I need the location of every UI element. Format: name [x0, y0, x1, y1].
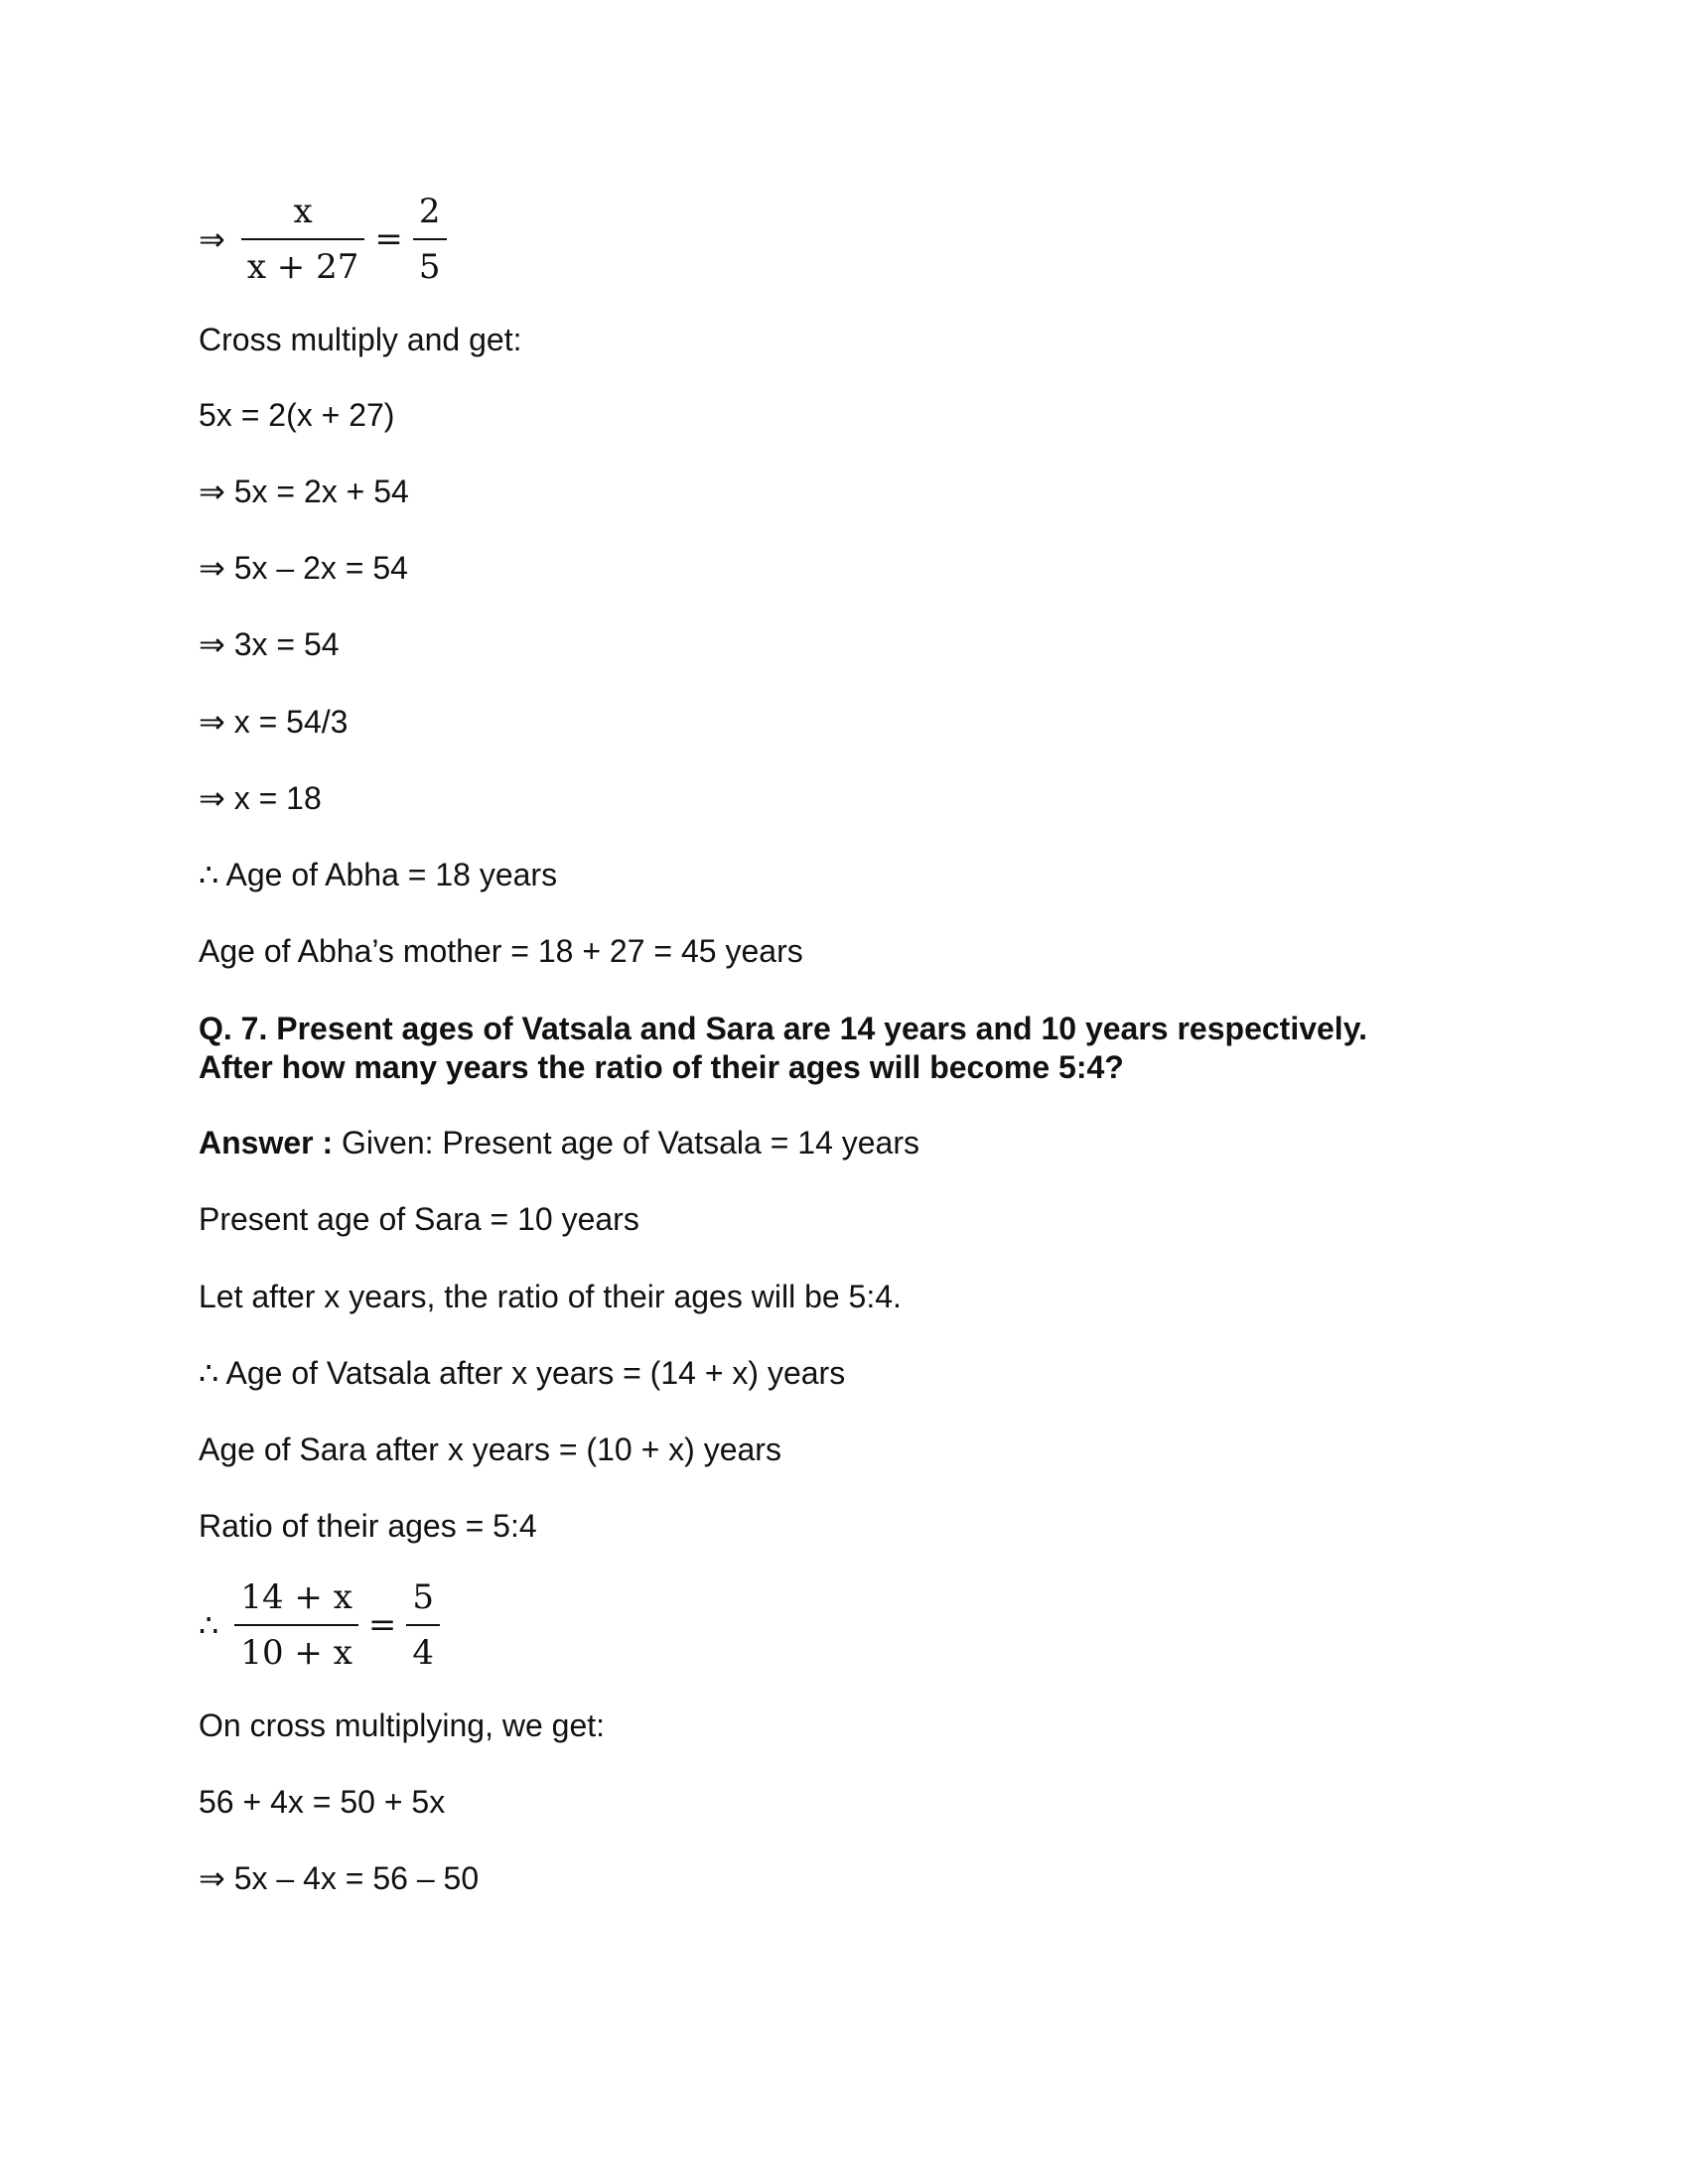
answer-line	[199, 1123, 919, 1162]
denominator: x + 27	[246, 247, 359, 287]
question-heading-line1: Q. 7. Present ages of Vatsala and Sara are 14 years and 10 years respectively.	[199, 1011, 1367, 1046]
numerator: 14 + x	[240, 1577, 352, 1617]
question-heading-line2: After how many years the ratio of their ages will become 5:4?	[199, 1049, 1124, 1085]
text-line: ∴ Age of Vatsala after x years = (14 + x) years	[199, 1355, 846, 1391]
numerator: 2	[418, 192, 441, 231]
text-line: Age of Sara after x years = (10 + x) years	[199, 1432, 781, 1467]
equals-sign: =	[367, 1605, 397, 1645]
implies-symbol: ⇒	[199, 221, 225, 257]
text-line: Let after x years, the ratio of their ages will be 5:4.	[199, 1279, 902, 1314]
therefore-symbol: ∴	[199, 1607, 219, 1643]
denominator: 5	[418, 247, 441, 287]
text-line: On cross multiplying, we get:	[199, 1707, 606, 1743]
text-line: ∴ Age of Abha = 18 years	[199, 857, 558, 892]
fraction-lhs	[234, 1577, 358, 1673]
text-line: ⇒ 5x – 4x = 56 – 50	[199, 1860, 480, 1896]
equation-age-ratio	[199, 1577, 446, 1673]
denominator: 4	[412, 1633, 435, 1673]
denominator: 10 + x	[240, 1633, 352, 1673]
text-line: ⇒ x = 54/3	[199, 704, 349, 740]
text-line: 56 + 4x = 50 + 5x	[199, 1784, 446, 1820]
fraction-rhs	[413, 192, 447, 287]
numerator: 5	[412, 1577, 435, 1617]
text-line: Cross multiply and get:	[199, 322, 522, 357]
numerator: x	[293, 192, 313, 231]
text-line: ⇒ 5x = 2x + 54	[199, 474, 409, 509]
equals-sign: =	[374, 219, 403, 259]
text-line: Ratio of their ages = 5:4	[199, 1508, 537, 1544]
text-line: Age of Abha’s mother = 18 + 27 = 45 years	[199, 933, 803, 969]
fraction-lhs	[241, 192, 365, 287]
equation-abha-ratio	[199, 192, 453, 287]
text-line: ⇒ 5x – 2x = 54	[199, 550, 408, 586]
text-line: ⇒ 3x = 54	[199, 626, 340, 662]
answer-label: Answer :	[199, 1125, 334, 1160]
text-line: ⇒ x = 18	[199, 780, 322, 816]
text-line: 5x = 2(x + 27)	[199, 397, 395, 433]
text-line: Present age of Sara = 10 years	[199, 1201, 639, 1237]
fraction-rhs	[406, 1577, 440, 1673]
answer-text: Given: Present age of Vatsala = 14 years	[333, 1125, 919, 1160]
